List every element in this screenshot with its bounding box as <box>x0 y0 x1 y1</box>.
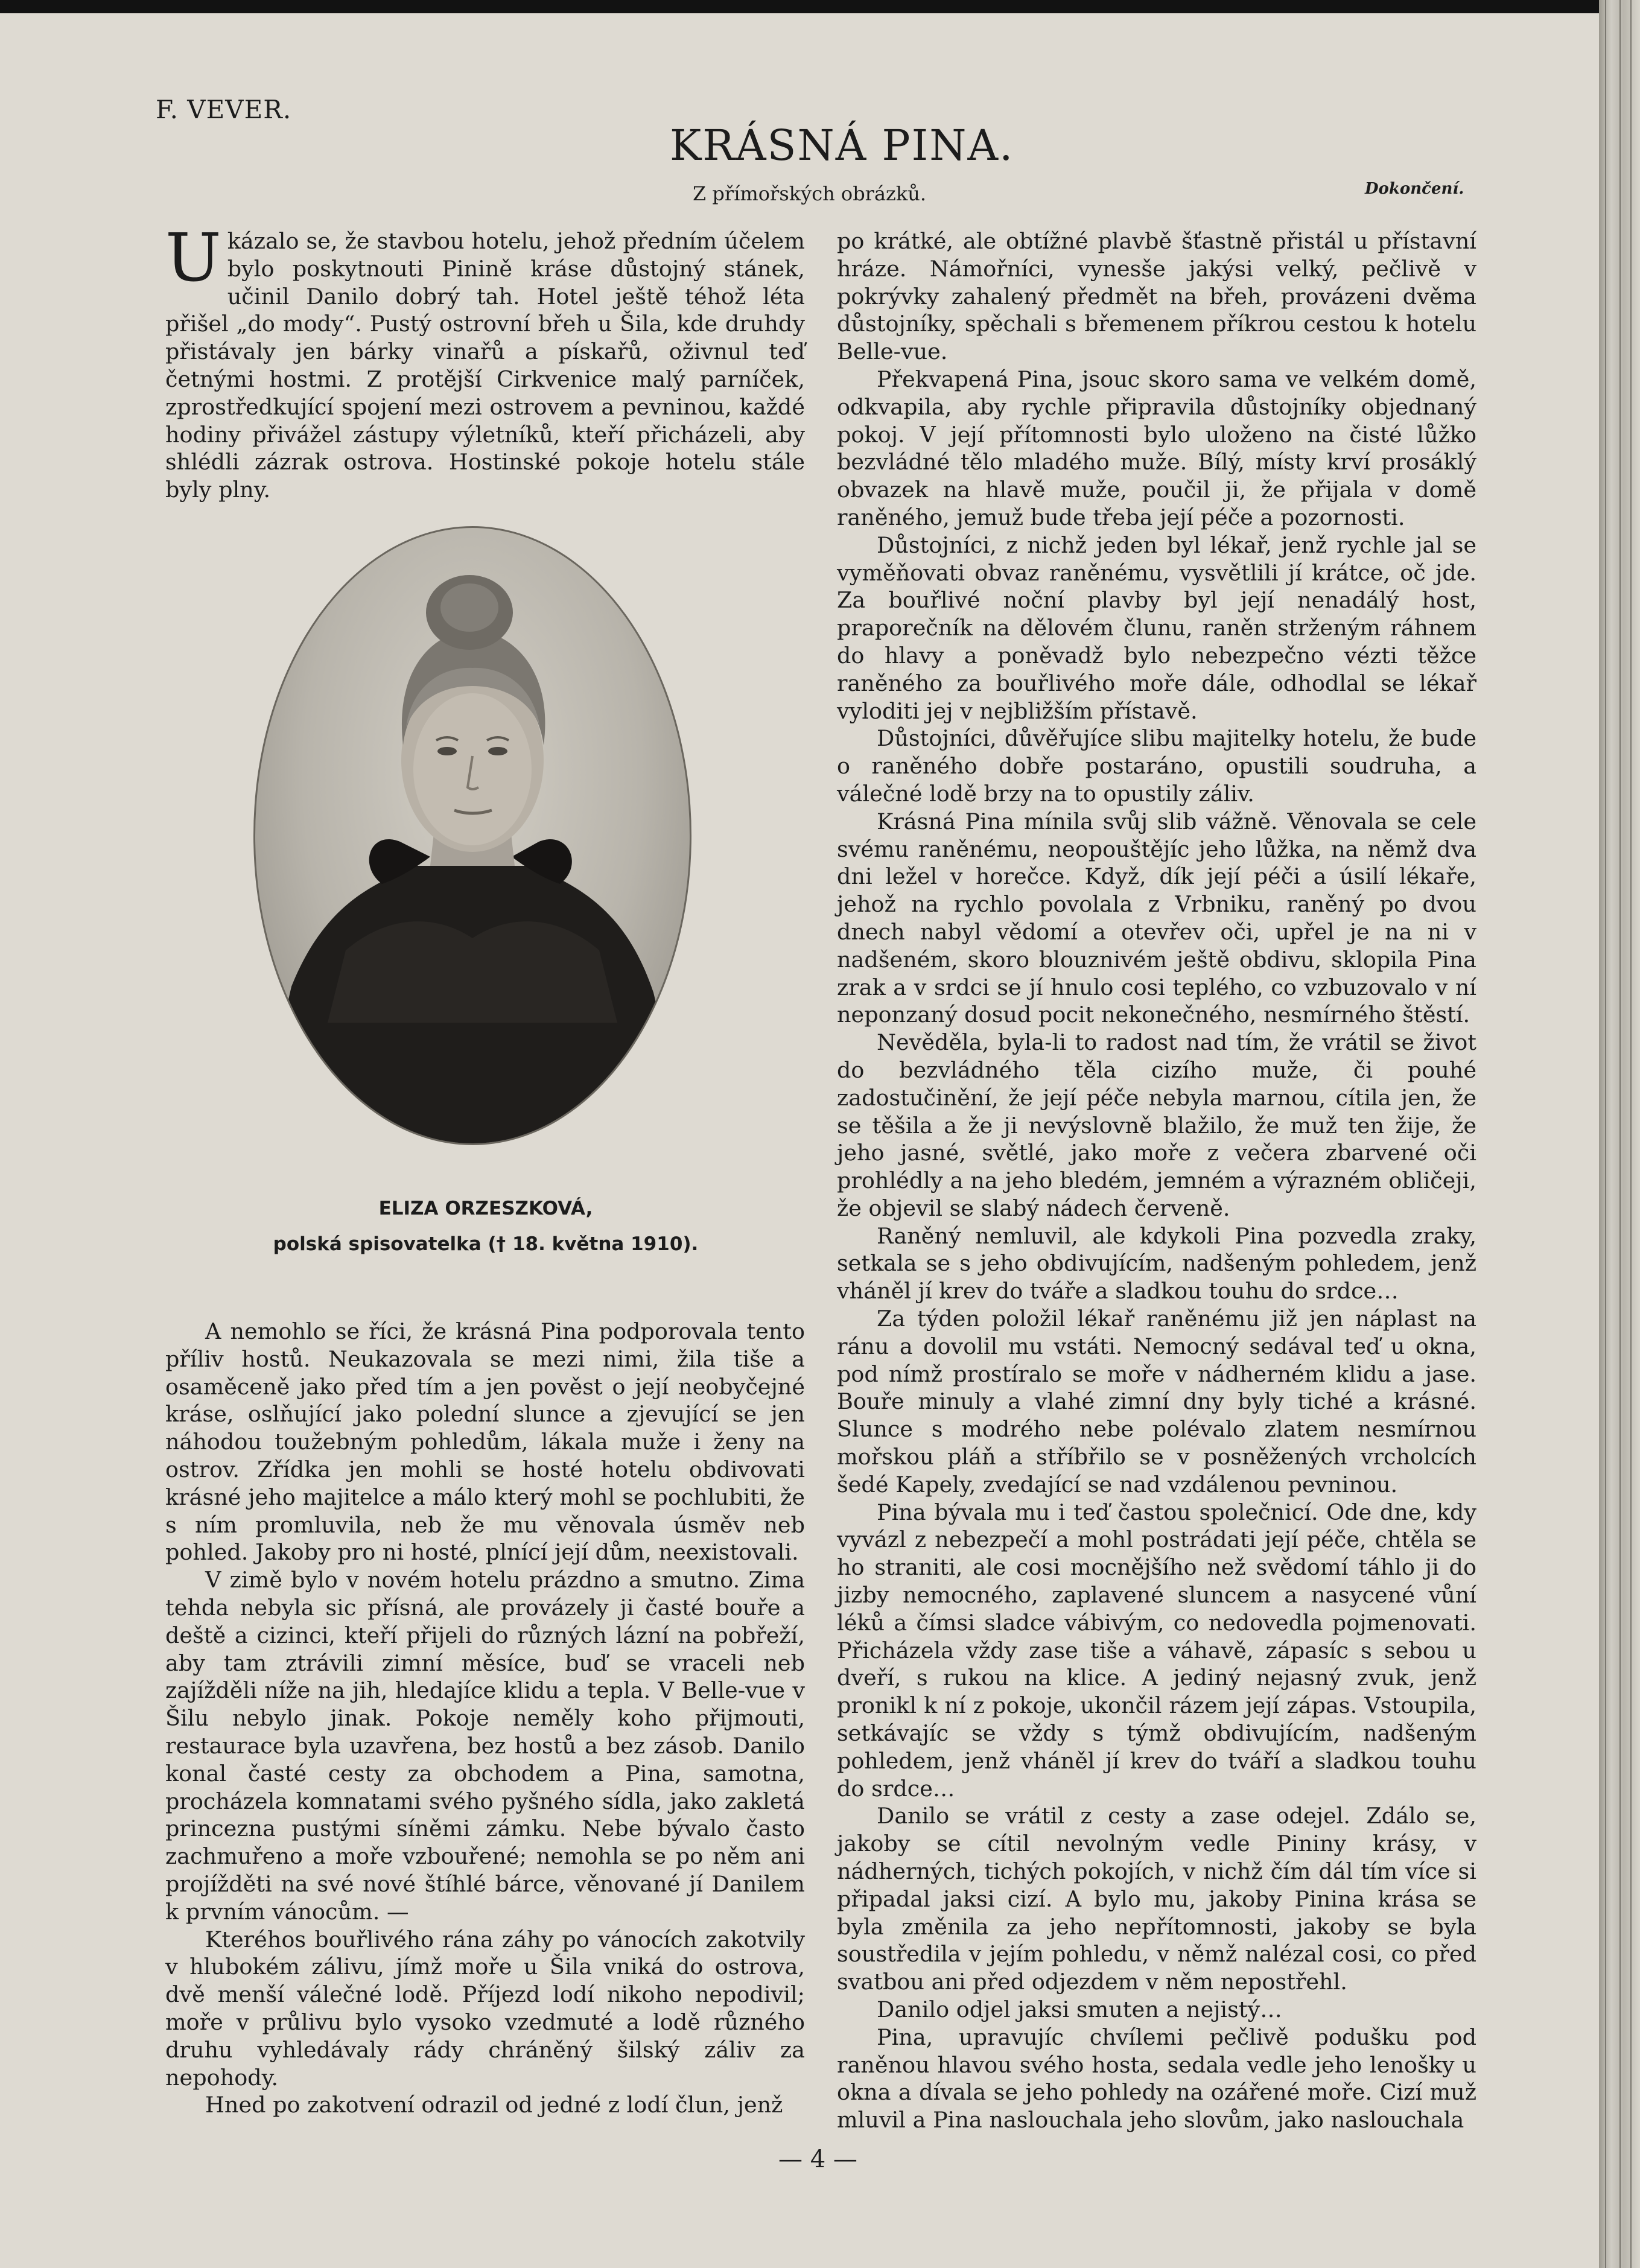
paragraph: Hned po zakotvení odrazil od jedné z lodí člun, jenž <box>205 2092 783 2118</box>
paragraph: V zimě bylo v novém hotelu prázdno a smutno. Zima tehda nebyla sic přísná, ale provázely ji časté bouře a deště a cizinci, kteří přijeli do různých lázní na pobřeží, aby tam ztrávili zimní měsíce, buď se vraceli neb zajížděli níže na jih, hledajíce klidu a tepla. V Belle-vue v Šilu nebylo jinak. Pokoje neměly koho přijmouti, restaurace byla uzavřena, bez hostů a bez zásob. Danilo konal časté cesty za obchodem a Pina, samotna, procházela komnatami svého pyšného sídla, jako zakletá princezna pustými síněmi zámku. Nebe bývalo často zachmuřeno a moře vzbouřené; nemohla se po něm ani projížděti na své nové štíhlé bárce, věnované jí Danilem k prvním vánocům. — <box>165 1567 805 1925</box>
paragraph: Pina, upravujíc chvílemi pečlivě podušku pod raněnou hlavou svého hosta, sedala vedle jeho lenošky u okna a dívala se jeho pohledy na ozářené moře. Cizí muž mluvil a Pina naslouchala jeho slovům, jako naslouchala <box>837 2024 1476 2133</box>
paragraph: Za týden položil lékař raněnému již jen náplast na ránu a dovolil mu vstáti. Nemocný sedával teď u okna, pod nímž prostíralo se moře v nádherném klidu a jase. Bouře minuly a vlahé zimní dny byly tiché a krásné. Slunce s modrého nebe polévalo zlatem nesmírnou mořskou pláň a stříbřilo se v posněžených vrcholcích šedé Kapely, zvedající se nad vzdálenou pevninou. <box>837 1306 1476 1498</box>
paragraph: Pina bývala mu i teď častou společnicí. Ode dne, kdy vyvázl z nebezpečí a mohl postrádati její péče, chtěla se ho straniti, ale cosi mocnějšího než svědomí táhlo ji do jizby nemocného, zaplavené sluncem a nasycené vůní léků a čímsi sladce vábivým, co nedovedla pojmenovati. Přicházela vždy zase tiše a váhavě, zápasíc s sebou u dveří, s rukou na klice. A jediný nejasný zvuk, jenž pronikl k ní z pokoje, ukončil rázem její zápas. Vstoupila, setkávajíc se vždy s týmž obdivujícím, nadšeným pohledem, jenž vháněl jí krev do tváří a sladkou touhu do srdce… <box>837 1499 1476 1802</box>
intro-text: kázalo se, že stavbou hotelu, jehož předním účelem bylo poskytnouti Pinině kráse důstojný stánek, učinil Danilo dobrý tah. Hotel ještě téhož léta přišel „do mody“. Pustý ostrovní břeh u Šila, kde druhdy přistávaly jen bárky vinařů a pískařů, oživnul teď četnými hostmi. Z protější Cirkvenice malý parníček, zprostředkující spojení mezi ostrovem a pevninou, každé hodiny přivážel zástupy výletníků, kteří přicházeli, aby shlédli zázrak ostrova. Hostinské pokoje hotelu stále byly plny. <box>165 228 805 503</box>
page-number: — 4 — <box>778 2146 857 2173</box>
paragraph: Danilo odjel jaksi smuten a nejistý… <box>877 1996 1282 2022</box>
paragraph: po krátké, ale obtížné plavbě šťastně přistál u přístavní hráze. Námořníci, vynesše jakýsi velký, pečlivě v pokrývky zahalený předmět na břeh, provázeni dvěma důstojníky, spěchali s břemenem příkrou cestou k hotelu Belle-vue. <box>837 228 1476 365</box>
intro-paragraph <box>165 219 805 504</box>
paragraph: Danilo se vrátil z cesty a zase odejel. Zdálo se, jakoby se cítil nevolným vedle Pininy krásy, v nádherných, tichých pokojích, v nichž čím dál tím více si připadal jaksi cizí. A bylo mu, jakoby Pinina krása se byla změnila za jeho nepřítomnosti, jakoby se byla soustředila v jejím pohledu, v němž nalézal cosi, co před svatbou ani před odjezdem v něm nepostřehl. <box>837 1803 1476 1995</box>
left-column-intro <box>165 219 805 504</box>
article-title: KRÁSNÁ PINA. <box>670 121 1014 170</box>
book-spine <box>1599 0 1640 2268</box>
book-page <box>0 13 1599 2268</box>
right-column <box>837 227 1476 2134</box>
drop-cap: U <box>165 219 221 296</box>
paragraph: Překvapená Pina, jsouc skoro sama ve velkém domě, odkvapila, aby rychle připravila důstojníky objednaný pokoj. V její přítomnosti bylo uloženo na čisté lůžko bezvládné tělo mladého muže. Bílý, místy krví prosáklý obvazek na hlavě muže, poučil ji, že přijala v domě raněného, jemuž bude třeba její péče a pozornosti. <box>837 366 1476 530</box>
photo-caption-description: polská spisovatelka († 18. května 1910). <box>273 1233 699 1255</box>
paragraph: Důstojníci, z nichž jeden byl lékař, jenž rychle jal se vyměňovati obvaz raněnému, vysvětlili jí krátce, oč jde. Za bouřlivé noční plavby byl její nenadálý host, praporečník na dělovém člunu, raněn strženým ráhnem do hlavy a poněvadž bylo nebezpečno vézti těžce raněného za bouřlivého moře dále, odhodlal se lékař vyloditi jej v nejbližším přístavě. <box>837 532 1476 724</box>
portrait-photo <box>253 526 691 1145</box>
paragraph: A nemohlo se říci, že krásná Pina podporovala tento příliv hostů. Neukazovala se mezi nimi, žila tiše a osaměceně jako před tím a jen pověst o její neobyčejné kráse, oslňující jako polední slunce a zjevující se jen náhodou toužebným pohledům, lákala muže i ženy na ostrov. Zřídka jen mohli se hosté hotelu obdivovati krásné jeho majitelce a málo který mohl se pochlubiti, že s ním promluvila, neb že mu věnovala úsměv neb pohled. Jakoby pro ni hosté, plnící její dům, neexistovali. <box>165 1318 805 1566</box>
author-name: F. VEVER. <box>156 95 292 124</box>
paragraph: Raněný nemluvil, ale kdykoli Pina pozvedla zraky, setkala se s jeho obdivujícím, nadšeným pohledem, jenž vháněl jí krev do tváře a sladkou touhu do srdce… <box>837 1222 1476 1304</box>
paragraph: Důstojníci, důvěřujíce slibu majitelky hotelu, že bude o raněného dobře postaráno, opustili soudruha, a válečné lodě brzy na to opustily záliv. <box>837 725 1476 807</box>
article-subtitle: Z přímořských obrázků. <box>693 182 927 205</box>
portrait-illustration <box>255 528 690 1143</box>
continuation-note: Dokončení. <box>1365 180 1464 198</box>
paragraph: Nevěděla, byla-li to radost nad tím, že vrátil se život do bezvládného těla cizího muže, či pouhé zadostučinění, že její péče nebyla marnou, cítila jen, že se těšila a že ji nevýslovně blažilo, že muž ten žije, že jeho jasné, světlé, jako moře z večera zbarvené oči prohlédly a na jeho bledém, jemném a výrazném obličeji, že objevil se slabý nádech červeně. <box>837 1029 1476 1221</box>
paragraph: Kteréhos bouřlivého rána záhy po vánocích zakotvily v hlubokém zálivu, jímž moře u Šila vniká do ostrova, dvě menší válečné lodě. Příjezd lodí nikoho nepodivil; moře v průlivu bylo vysoko vzedmuté a lodě různého druhu vyhledávaly rády chráněný šilský záliv za nepohody. <box>165 1926 805 2091</box>
paragraph: Krásná Pina mínila svůj slib vážně. Věnovala se cele svému raněnému, neopouštějíc jeho lůžka, na němž dva dni ležel v horečce. Když, dík její péči a úsilí lékaře, jehož na rychlo povolala z Vrbniku, raněný po dvou dnech nabyl vědomí a otevřev oči, upřel je na ni v nadšeném, skoro blouznivém ještě obdivu, sklopila Pina zrak a v srdci se jí hnulo cosi teplého, co vzbuzovalo v ní neponzaný dosud pocit nekonečného, nesmírného štěstí. <box>837 808 1476 1028</box>
photo-caption-name: ELIZA ORZESZKOVÁ, <box>378 1198 593 1219</box>
left-column-body <box>165 1318 805 2119</box>
